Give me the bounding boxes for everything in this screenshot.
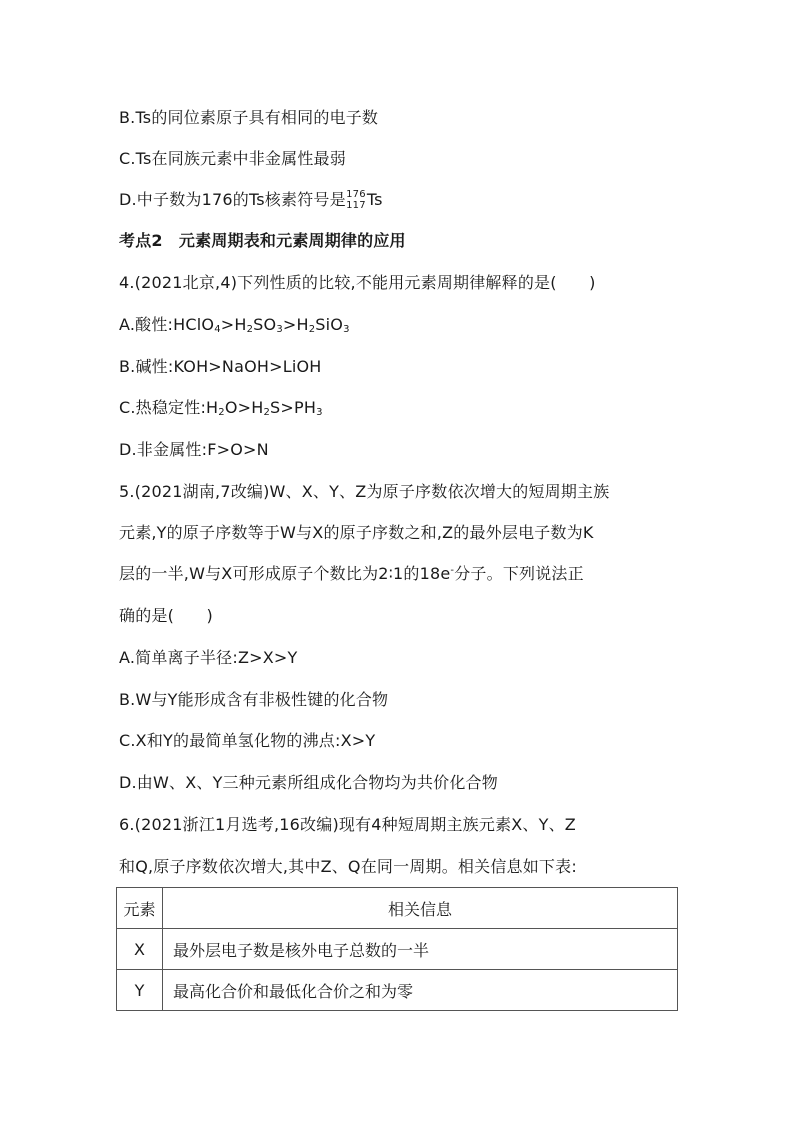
table-cell: Y — [117, 970, 163, 1011]
nuclide-notation — [346, 190, 366, 212]
table-cell: 最高化合价和最低化合价之和为零 — [163, 970, 678, 1011]
q4-option-d: D.非金属性:F>O>N — [119, 440, 269, 459]
table-header-row — [117, 888, 678, 929]
table-header-cell: 元素 — [117, 888, 163, 929]
q4-option-c — [119, 397, 323, 419]
nuclide-atomic-number: 117 — [346, 199, 366, 211]
q5-stem-text: 层的一半,W与X可形成原子个数比为2∶1的18e — [119, 564, 451, 583]
nuclide-mass-number: 176 — [346, 188, 366, 200]
q3-option-c: C.Ts在同族元素中非金属性最弱 — [119, 149, 346, 168]
q5-stem-line-3 — [119, 563, 584, 585]
subscript: 2 — [246, 324, 254, 335]
formula-text: S>PH — [270, 398, 317, 417]
nuclide-symbol: Ts — [366, 190, 383, 209]
q5-option-c: C.X和Y的最简单氢化物的沸点:X>Y — [119, 731, 376, 750]
q5-option-a: A.简单离子半径:Z>X>Y — [119, 648, 298, 667]
formula-text: A.酸性:HClO — [119, 315, 215, 334]
formula-text: SiO — [315, 315, 344, 334]
q4-option-b: B.碱性:KOH>NaOH>LiOH — [119, 357, 322, 376]
table-cell: 最外层电子数是核外电子总数的一半 — [163, 929, 678, 970]
q5-option-b: B.W与Y能形成含有非极性键的化合物 — [119, 690, 389, 709]
formula-text: O>H — [224, 398, 264, 417]
subscript: 3 — [276, 324, 283, 335]
q3-option-d — [119, 189, 383, 212]
q6-stem-line-2: 和Q,原子序数依次增大,其中Z、Q在同一周期。相关信息如下表: — [119, 857, 577, 876]
table-cell: X — [117, 929, 163, 970]
q3-option-b: B.Ts的同位素原子具有相同的电子数 — [119, 108, 379, 127]
subscript: 2 — [263, 407, 271, 418]
superscript: - — [450, 565, 455, 576]
subscript: 4 — [214, 324, 221, 335]
q6-stem-line-1: 6.(2021浙江1月选考,16改编)现有4种短周期主族元素X、Y、Z — [119, 815, 576, 834]
table-row — [117, 929, 678, 970]
table-header-cell: 相关信息 — [163, 888, 678, 929]
q4-option-a — [119, 314, 350, 336]
table-row — [117, 970, 678, 1011]
subscript: 2 — [308, 324, 316, 335]
formula-text: SO — [253, 315, 277, 334]
q5-option-d: D.由W、X、Y三种元素所组成化合物均为共价化合物 — [119, 773, 498, 792]
q4-stem: 4.(2021北京,4)下列性质的比较,不能用元素周期律解释的是( ) — [119, 273, 596, 292]
q3-option-d-text: D.中子数为176的Ts核素符号是 — [119, 190, 346, 209]
q5-stem-text: 分子。下列说法正 — [454, 564, 584, 583]
section-heading: 考点2 元素周期表和元素周期律的应用 — [119, 231, 406, 250]
formula-text: C.热稳定性:H — [119, 398, 219, 417]
subscript: 3 — [343, 324, 350, 335]
element-info-table — [116, 887, 678, 1011]
q5-stem-line-4: 确的是( ) — [119, 606, 213, 625]
subscript: 2 — [218, 407, 225, 418]
subscript: 3 — [316, 407, 323, 418]
formula-text: >H — [220, 315, 247, 334]
q5-stem-line-2: 元素,Y的原子序数等于W与X的原子序数之和,Z的最外层电子数为K — [119, 523, 594, 542]
formula-text: >H — [282, 315, 309, 334]
q5-stem-line-1: 5.(2021湖南,7改编)W、X、Y、Z为原子序数依次增大的短周期主族 — [119, 482, 610, 501]
